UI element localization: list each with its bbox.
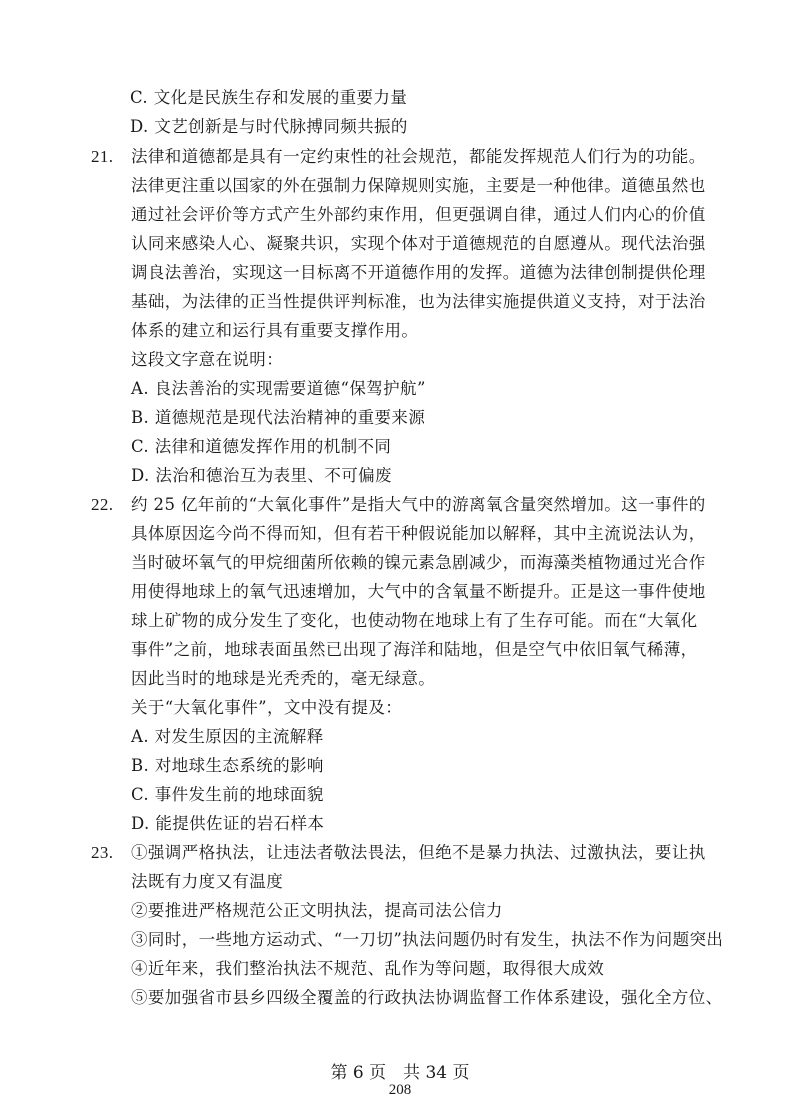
q22-passage-line: 球上矿物的成分发生了变化，也使动物在地球上有了生存可能。而在“大氧化 [131,611,698,630]
q23-number: 23. [91,843,114,862]
page-number: 208 [388,1082,412,1098]
q21-prompt: 这段文字意在说明： [131,350,284,369]
q23-sentence: ①强调严格执法，让违法者敬法畏法，但绝不是暴力执法、过激执法，要让执 [131,843,706,862]
q23-sentence: ③同时，一些地方运动式、“一刀切”执法问题仍时有发生，执法不作为问题突出 [131,930,724,949]
q23-sentence: 法既有力度又有温度 [131,872,284,891]
q22-passage-line: 当时破坏氧气的甲烷细菌所依赖的镍元素急剧减少，而海藻类植物通过光合作 [131,553,706,572]
q23-sentence: ⑤要加强省市县乡四级全覆盖的行政执法协调监督工作体系建设，强化全方位、 [131,988,723,1007]
page-indicator: 第 6 页 共 34 页 [330,1063,470,1083]
q22-passage-line: 约 25 亿年前的“大氧化事件”是指大气中的游离氧含量突然增加。这一事件的 [131,495,706,514]
q22-passage-line: 事件”之前，地球表面虽然已出现了海洋和陆地，但是空气中依旧氧气稀薄， [131,640,698,659]
q21-number: 21. [91,147,114,166]
q22-option-d[interactable]: D. 能提供佐证的岩石样本 [131,814,325,833]
q21-passage-line: 通过社会评价等方式产生外部约束作用，但更强调自律，通过人们内心的价值 [131,205,706,224]
q23-sentence: ②要推进严格规范公正文明执法，提高司法公信力 [131,901,503,920]
q20-option-d: D. 文艺创新是与时代脉搏同频共振的 [130,117,408,136]
q21-passage-line: 基础，为法律的正当性提供评判标准，也为法律实施提供道义支持，对于法治 [131,292,706,311]
q22-option-b[interactable]: B. 对地球生态系统的影响 [131,756,324,775]
q21-option-d[interactable]: D. 法治和德治互为表里、不可偏废 [131,466,392,485]
q20-option-c: C. 文化是民族生存和发展的重要力量 [130,88,408,107]
q21-option-c[interactable]: C. 法律和道德发挥作用的机制不同 [131,437,392,456]
q21-passage-line: 体系的建立和运行具有重要支撑作用。 [131,321,419,340]
q22-passage-line: 用使得地球上的氧气迅速增加，大气中的含氧量不断提升。正是这一事件使地 [131,582,706,601]
q22-passage-line: 因此当时的地球是光秃秃的，毫无绿意。 [131,669,436,688]
q21-passage-line: 法律更注重以国家的外在强制力保障规则实施，主要是一种他律。道德虽然也 [131,176,706,195]
q22-prompt: 关于“大氧化事件”，文中没有提及： [131,698,403,717]
q21-passage-line: 认同来感染人心、凝聚共识，实现个体对于道德规范的自愿遵从。现代法治强 [131,234,706,253]
q21-passage-line: 法律和道德都是具有一定约束性的社会规范，都能发挥规范人们行为的功能。 [131,147,706,166]
q21-option-b[interactable]: B. 道德规范是现代法治精神的重要来源 [131,408,426,427]
q22-option-a[interactable]: A. 对发生原因的主流解释 [131,727,324,746]
q21-option-a[interactable]: A. 良法善治的实现需要道德“保驾护航” [131,379,426,398]
q22-passage-line: 具体原因迄今尚不得而知，但有若干种假说能加以解释，其中主流说法认为， [131,524,706,543]
q21-passage-line: 调良法善治，实现这一目标离不开道德作用的发挥。道德为法律创制提供伦理 [131,263,706,282]
q22-number: 22. [91,495,114,514]
q22-option-c[interactable]: C. 事件发生前的地球面貌 [131,785,324,804]
q23-sentence: ④近年来，我们整治执法不规范、乱作为等问题，取得很大成效 [131,959,605,978]
